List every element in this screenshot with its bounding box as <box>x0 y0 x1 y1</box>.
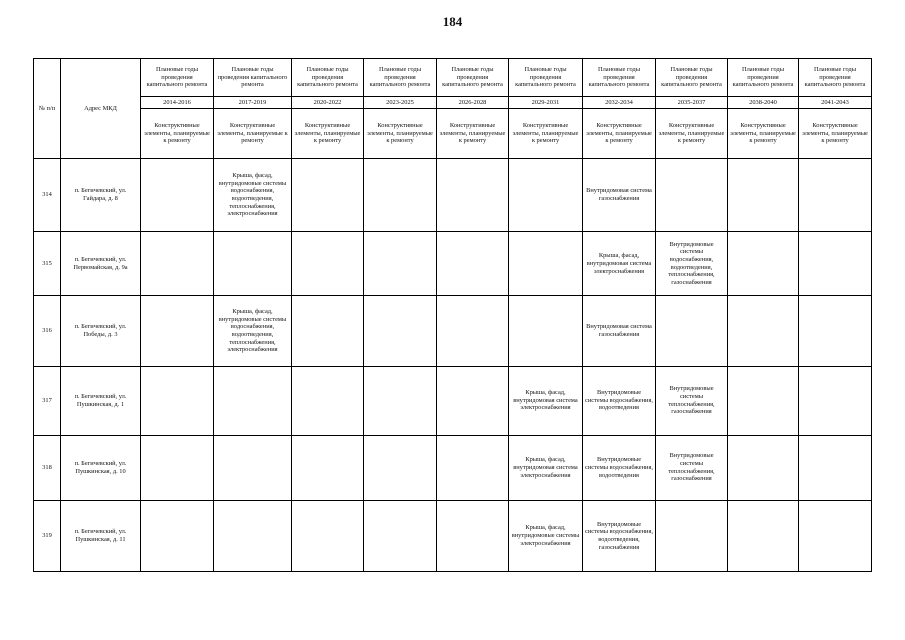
row-address: п. Бегичевский, ул. Победы, д. 3 <box>61 296 141 366</box>
work-cell <box>509 296 583 366</box>
work-cell: Крыша, фасад, внутридомовые системы водоснабжения, водоотведения, теплоснабжения, электроснабжения <box>214 159 292 232</box>
work-cell <box>509 232 583 296</box>
work-cell <box>292 159 364 232</box>
elements-header: Конструктивные элементы, планируемые к ремонту <box>214 109 292 159</box>
work-cell: Внутридомовые системы водоснабжения, водоотведения, газоснабжения <box>583 500 656 571</box>
work-cell <box>214 435 292 500</box>
header-row-elements <box>34 109 872 159</box>
work-cell <box>292 232 364 296</box>
row-address: п. Бегичевский, ул. Первомайская, д. 9а <box>61 232 141 296</box>
work-cell: Крыша, фасад, внутридомовые системы электроснабжения <box>509 500 583 571</box>
header-row-planned <box>34 59 872 97</box>
work-cell <box>656 159 728 232</box>
row-address: п. Бегичевский, ул. Пушкинская, д. 1 <box>61 366 141 435</box>
table-row <box>34 159 872 232</box>
work-cell <box>656 296 728 366</box>
period-header: 2023-2025 <box>364 97 437 109</box>
work-cell <box>141 296 214 366</box>
work-cell: Внутридомовые системы водоснабжения, водоотведения <box>583 435 656 500</box>
planned-years-header: Плановые годы проведения капитального ремонта <box>509 59 583 97</box>
planned-years-header: Плановые годы проведения капитального ремонта <box>364 59 437 97</box>
work-cell <box>799 159 872 232</box>
period-header: 2026-2028 <box>437 97 509 109</box>
work-cell <box>728 500 799 571</box>
elements-header: Конструктивные элементы, планируемые к ремонту <box>437 109 509 159</box>
work-cell: Внутридомовая система газоснабжения <box>583 159 656 232</box>
work-cell: Крыша, фасад, внутридомовая система электроснабжения <box>583 232 656 296</box>
work-cell: Внутридомовые системы теплоснабжения, газоснабжения <box>656 435 728 500</box>
work-cell: Внутридомовые системы водоснабжения, водоотведения, теплоснабжения, газоснабжения <box>656 232 728 296</box>
work-cell <box>728 366 799 435</box>
period-header: 2014-2016 <box>141 97 214 109</box>
period-header: 2020-2022 <box>292 97 364 109</box>
period-header: 2038-2040 <box>728 97 799 109</box>
period-header: 2035-2037 <box>656 97 728 109</box>
work-cell: Внутридомовая система газоснабжения <box>583 296 656 366</box>
planned-years-header: Плановые годы проведения капитального ремонта <box>799 59 872 97</box>
row-number: 315 <box>34 232 61 296</box>
work-cell <box>141 435 214 500</box>
elements-header: Конструктивные элементы, планируемые к ремонту <box>799 109 872 159</box>
table-row <box>34 366 872 435</box>
work-cell: Внутридомовые системы водоснабжения, водоотведения <box>583 366 656 435</box>
work-cell <box>141 232 214 296</box>
work-cell <box>364 366 437 435</box>
work-cell <box>292 296 364 366</box>
work-cell: Крыша, фасад, внутридомовая система электроснабжения <box>509 366 583 435</box>
row-number: 316 <box>34 296 61 366</box>
work-cell: Крыша, фасад, внутридомовая система электроснабжения <box>509 435 583 500</box>
elements-header: Конструктивные элементы, планируемые к ремонту <box>509 109 583 159</box>
work-cell <box>437 366 509 435</box>
work-cell <box>728 159 799 232</box>
work-cell <box>728 435 799 500</box>
work-cell <box>509 159 583 232</box>
work-cell <box>437 435 509 500</box>
row-address: п. Бегичевский, ул. Гайдара, д. 8 <box>61 159 141 232</box>
work-cell <box>799 500 872 571</box>
work-cell <box>656 500 728 571</box>
table-row <box>34 232 872 296</box>
work-cell <box>799 296 872 366</box>
work-cell <box>437 296 509 366</box>
page-number: 184 <box>442 14 463 29</box>
table-row <box>34 296 872 366</box>
work-cell <box>214 366 292 435</box>
period-header: 2041-2043 <box>799 97 872 109</box>
planned-years-header: Плановые годы проведения капитального ремонта <box>214 59 292 97</box>
work-cell <box>364 500 437 571</box>
capital-repair-table <box>33 58 872 572</box>
work-cell <box>141 159 214 232</box>
period-header: 2032-2034 <box>583 97 656 109</box>
elements-header: Конструктивные элементы, планируемые к ремонту <box>656 109 728 159</box>
table-row <box>34 500 872 571</box>
work-cell <box>292 366 364 435</box>
elements-header: Конструктивные элементы, планируемые к ремонту <box>583 109 656 159</box>
elements-header: Конструктивные элементы, планируемые к ремонту <box>141 109 214 159</box>
work-cell <box>141 366 214 435</box>
work-cell <box>214 232 292 296</box>
elements-header: Конструктивные элементы, планируемые к ремонту <box>728 109 799 159</box>
planned-years-header: Плановые годы проведения капитального ремонта <box>292 59 364 97</box>
period-header: 2017-2019 <box>214 97 292 109</box>
work-cell <box>437 159 509 232</box>
planned-years-header: Плановые годы проведения капитального ремонта <box>728 59 799 97</box>
row-number: 317 <box>34 366 61 435</box>
work-cell <box>799 435 872 500</box>
work-cell: Внутридомовые системы теплоснабжения, газоснабжения <box>656 366 728 435</box>
work-cell <box>728 296 799 366</box>
work-cell <box>799 366 872 435</box>
work-cell <box>364 232 437 296</box>
row-address: п. Бегичевский, ул. Пушкинская, д. 10 <box>61 435 141 500</box>
planned-years-header: Плановые годы проведения капитального ремонта <box>141 59 214 97</box>
work-cell <box>292 500 364 571</box>
work-cell <box>364 296 437 366</box>
work-cell <box>364 435 437 500</box>
period-header: 2029-2031 <box>509 97 583 109</box>
work-cell <box>141 500 214 571</box>
work-cell <box>799 232 872 296</box>
table-row <box>34 435 872 500</box>
planned-years-header: Плановые годы проведения капитального ремонта <box>437 59 509 97</box>
row-address: п. Бегичевский, ул. Пушкинская, д. 11 <box>61 500 141 571</box>
column-header-number: № п/п <box>34 59 61 159</box>
work-cell <box>728 232 799 296</box>
work-cell <box>437 500 509 571</box>
elements-header: Конструктивные элементы, планируемые к ремонту <box>364 109 437 159</box>
work-cell <box>364 159 437 232</box>
work-cell <box>437 232 509 296</box>
row-number: 319 <box>34 500 61 571</box>
work-cell: Крыша, фасад, внутридомовые системы водоснабжения, водоотведения, теплоснабжения, электроснабжения <box>214 296 292 366</box>
work-cell <box>292 435 364 500</box>
elements-header: Конструктивные элементы, планируемые к ремонту <box>292 109 364 159</box>
column-header-address: Адрес МКД <box>61 59 141 159</box>
row-number: 318 <box>34 435 61 500</box>
row-number: 314 <box>34 159 61 232</box>
planned-years-header: Плановые годы проведения капитального ремонта <box>583 59 656 97</box>
header-row-periods <box>34 97 872 109</box>
planned-years-header: Плановые годы проведения капитального ремонта <box>656 59 728 97</box>
work-cell <box>214 500 292 571</box>
